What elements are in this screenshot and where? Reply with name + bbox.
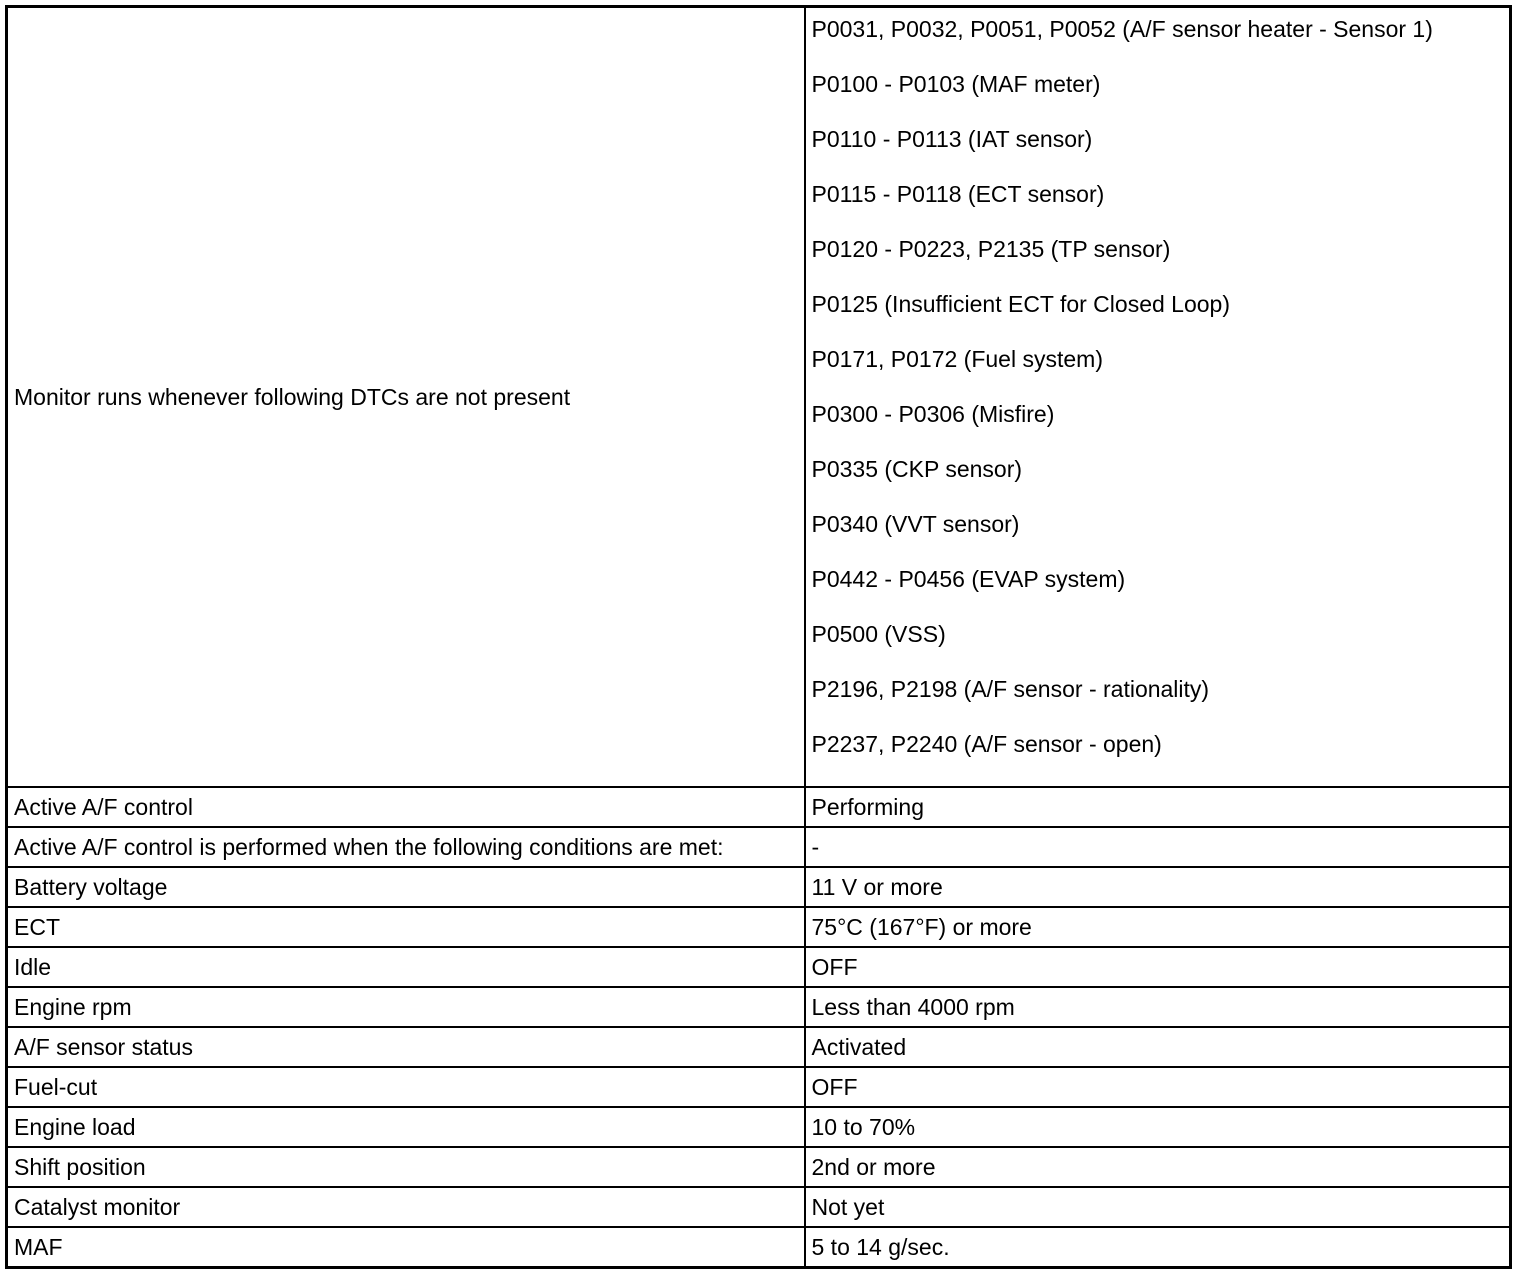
condition-item: Fuel-cut: [7, 1067, 805, 1107]
table-row: [7, 787, 1511, 827]
condition-value: 75°C (167°F) or more: [805, 907, 1511, 947]
table-row: [7, 827, 1511, 867]
dtc-list: [812, 8, 1504, 786]
dtc-item: P0100 - P0103 (MAF meter): [811, 71, 1101, 97]
condition-value: OFF: [805, 1067, 1511, 1107]
dtc-item: P0125 (Insufficient ECT for Closed Loop): [811, 291, 1230, 317]
condition-value: Less than 4000 rpm: [805, 987, 1511, 1027]
condition-value: -: [805, 827, 1511, 867]
dtc-item: P2237, P2240 (A/F sensor - open): [811, 731, 1162, 757]
condition-item: Idle: [7, 947, 805, 987]
table-row: [7, 1067, 1511, 1107]
condition-value: 11 V or more: [805, 867, 1511, 907]
condition-value: Performing: [805, 787, 1511, 827]
condition-value: Not yet: [805, 1187, 1511, 1227]
condition-item: Active A/F control: [7, 787, 805, 827]
condition-item: A/F sensor status: [7, 1027, 805, 1067]
table-row: [7, 987, 1511, 1027]
dtc-item: P0120 - P0223, P2135 (TP sensor): [811, 236, 1171, 262]
condition-value: 5 to 14 g/sec.: [805, 1227, 1511, 1268]
dtc-list-cell: [805, 7, 1511, 788]
condition-item: MAF: [7, 1227, 805, 1268]
condition-item: Engine load: [7, 1107, 805, 1147]
dtc-item: P0442 - P0456 (EVAP system): [811, 566, 1126, 592]
condition-item: Active A/F control is performed when the following conditions are met:: [7, 827, 805, 867]
dtc-item: P0300 - P0306 (Misfire): [811, 401, 1055, 427]
condition-value: 2nd or more: [805, 1147, 1511, 1187]
table-row: [7, 867, 1511, 907]
table-row: [7, 1107, 1511, 1147]
table-row: [7, 1027, 1511, 1067]
condition-item: Shift position: [7, 1147, 805, 1187]
monitor-dtc-label: Monitor runs whenever following DTCs are not present: [7, 7, 805, 788]
dtc-item: P0031, P0032, P0051, P0052 (A/F sensor heater - Sensor 1): [811, 16, 1433, 42]
dtc-item: P0110 - P0113 (IAT sensor): [811, 126, 1093, 152]
table-row: [7, 7, 1511, 788]
dtc-item: P0115 - P0118 (ECT sensor): [811, 181, 1105, 207]
condition-value: Activated: [805, 1027, 1511, 1067]
dtc-item: P0171, P0172 (Fuel system): [811, 346, 1103, 372]
dtc-item: P0340 (VVT sensor): [811, 511, 1020, 537]
dtc-item: P0500 (VSS): [811, 621, 946, 647]
dtc-item: P2196, P2198 (A/F sensor - rationality): [811, 676, 1210, 702]
dtc-item: P0335 (CKP sensor): [811, 456, 1023, 482]
condition-value: 10 to 70%: [805, 1107, 1511, 1147]
table-row: [7, 1147, 1511, 1187]
condition-item: Catalyst monitor: [7, 1187, 805, 1227]
monitor-conditions-table: [5, 5, 1512, 1269]
condition-item: ECT: [7, 907, 805, 947]
condition-value: OFF: [805, 947, 1511, 987]
table-row: [7, 1187, 1511, 1227]
table-row: [7, 947, 1511, 987]
table-row: [7, 1227, 1511, 1268]
condition-item: Battery voltage: [7, 867, 805, 907]
table-row: [7, 907, 1511, 947]
condition-item: Engine rpm: [7, 987, 805, 1027]
